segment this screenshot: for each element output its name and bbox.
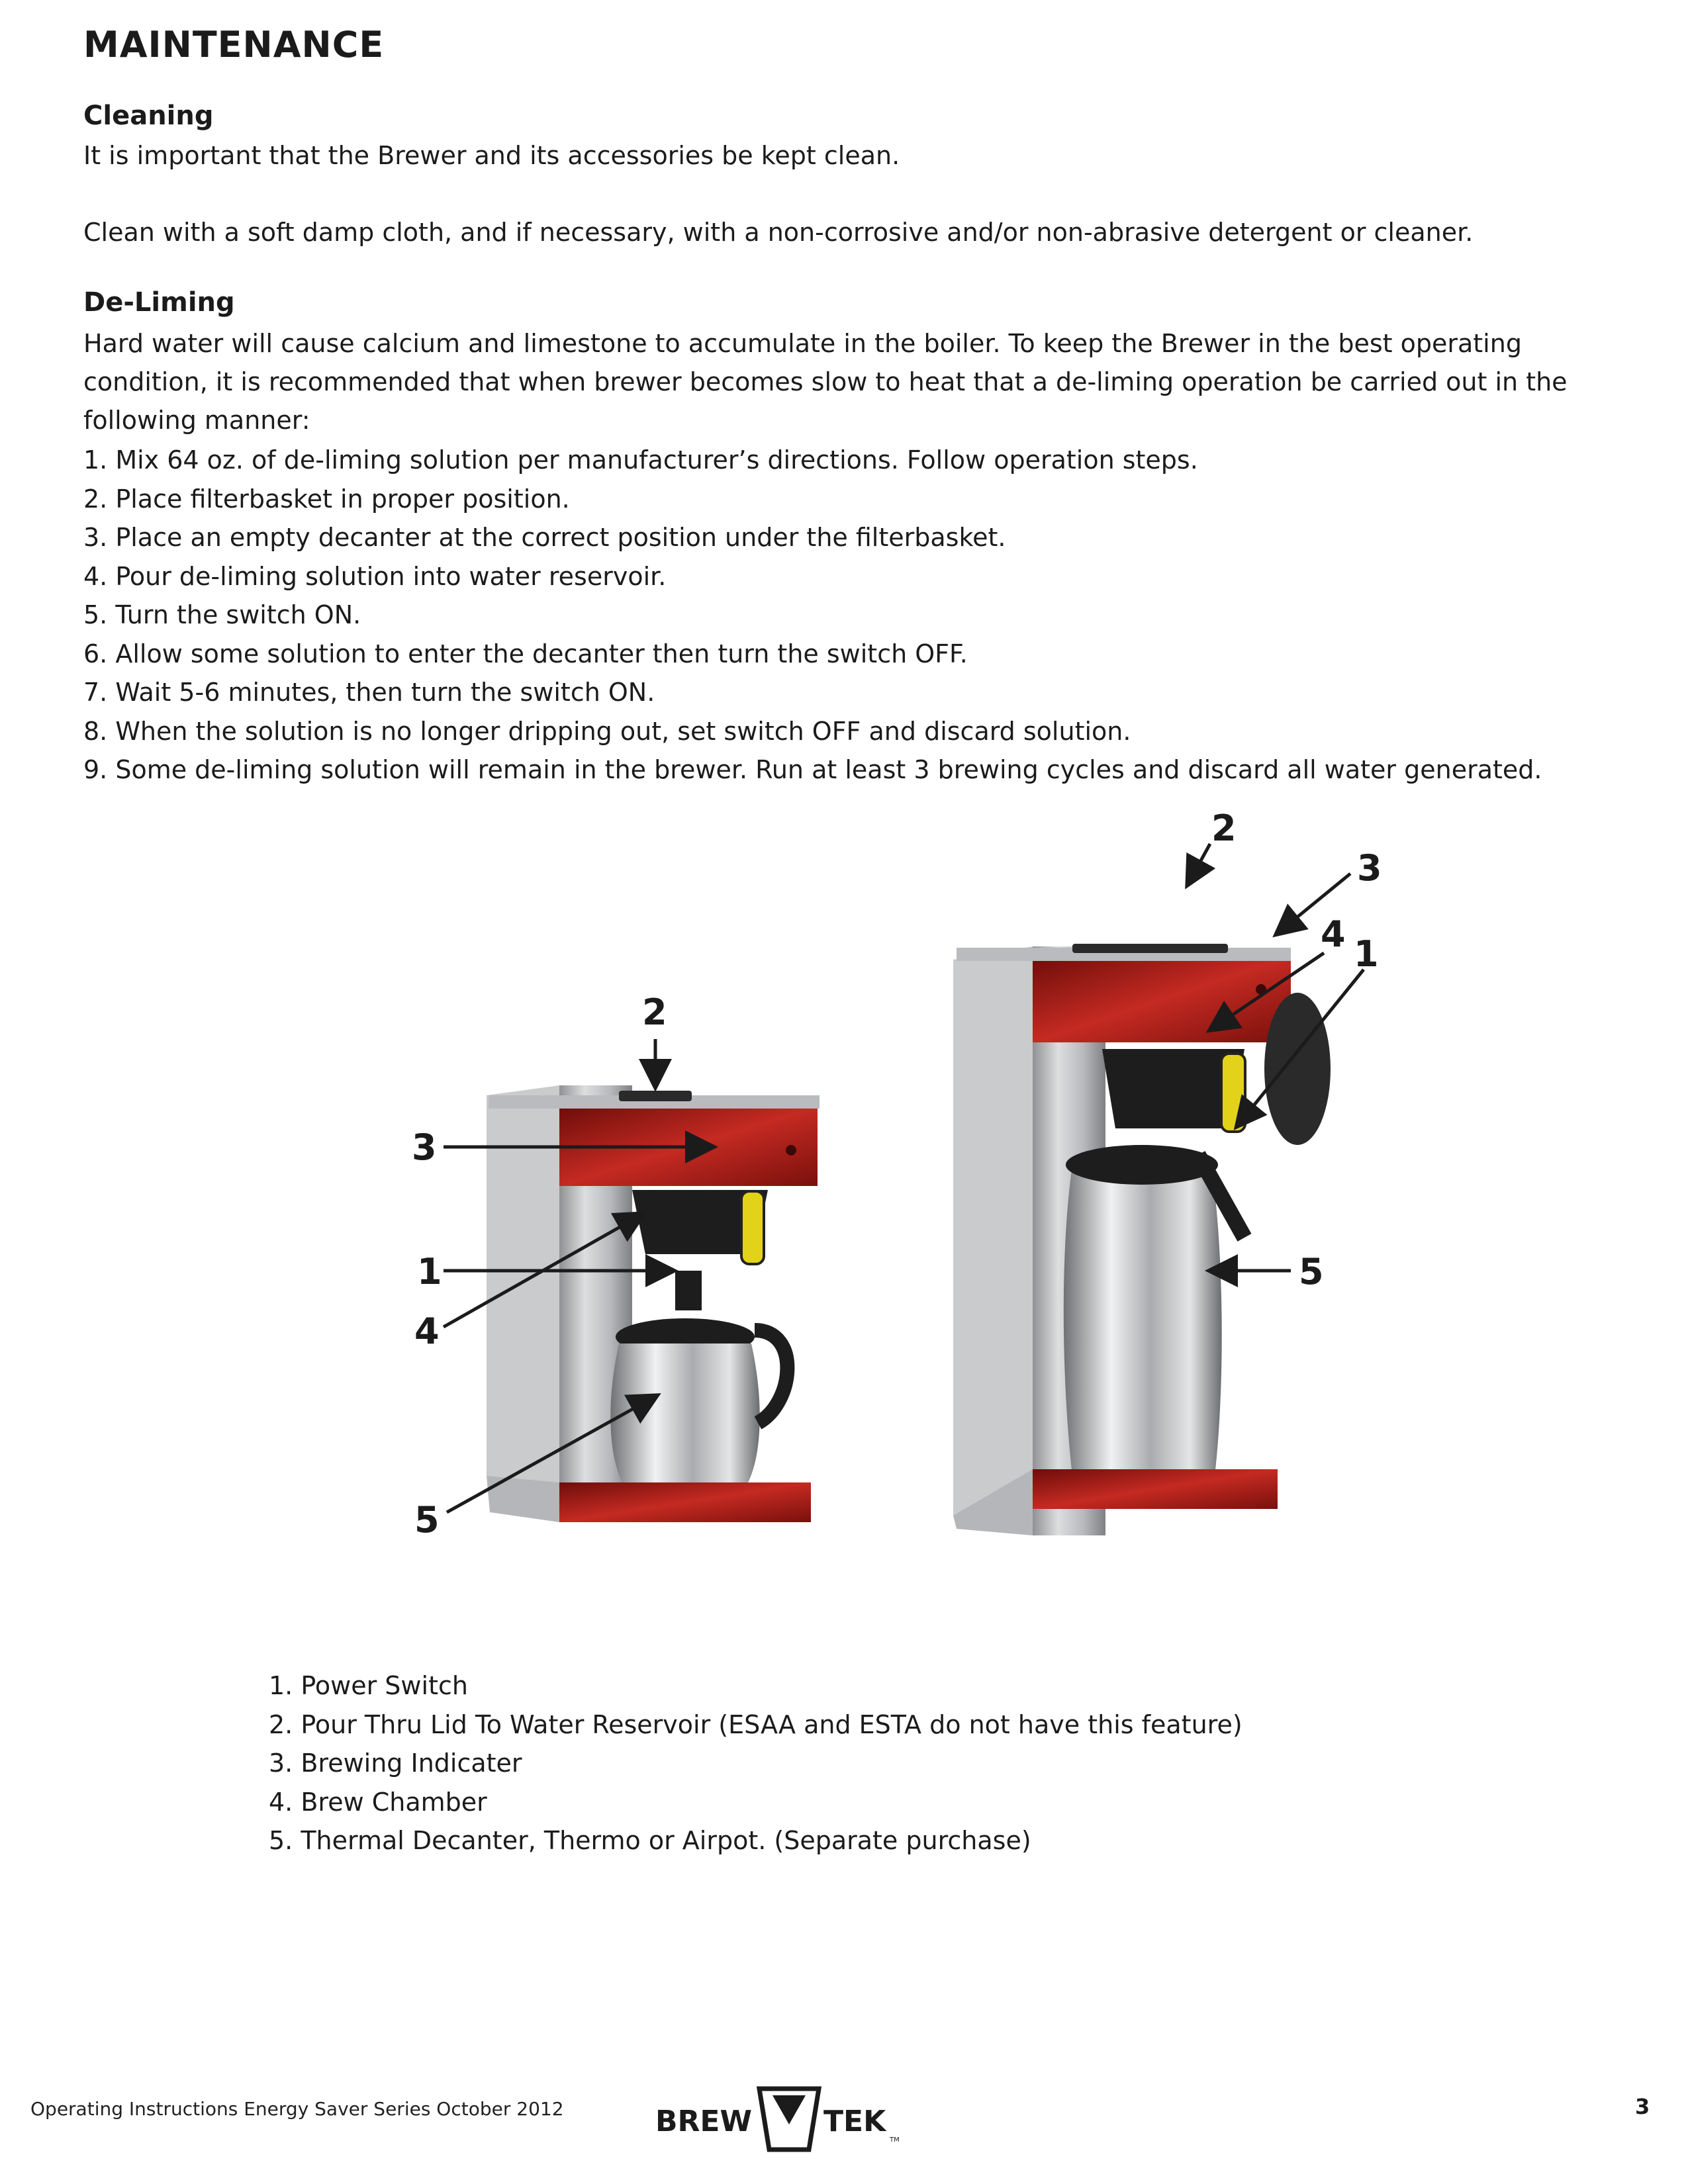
logo-trademark: TM xyxy=(890,2136,900,2144)
deliming-step: 4. Pour de-liming solution into water reservoir. xyxy=(83,561,667,591)
brewer-right-lid-icon xyxy=(1072,944,1228,953)
callout-3-left: 3 xyxy=(412,1126,437,1168)
deliming-heading: De-Liming xyxy=(83,287,235,318)
footer-text: Operating Instructions Energy Saver Series October 2012 xyxy=(30,2098,564,2120)
deliming-step: 9. Some de-liming solution will remain in the brewer. Run at least 3 brewing cycles and discard all water generated. xyxy=(83,755,1542,784)
thermal-decanter-icon xyxy=(610,1343,759,1482)
callout-4-right: 4 xyxy=(1321,913,1346,955)
legend-item: 1. Power Switch xyxy=(269,1671,468,1700)
brewer-right-open-lid-icon xyxy=(1264,993,1331,1145)
legend-item: 2. Pour Thru Lid To Water Reservoir (ESAA and ESTA do not have this feature) xyxy=(269,1709,1243,1739)
callout-1-right: 1 xyxy=(1354,933,1379,975)
parts-legend xyxy=(269,1666,1243,1860)
brew-tek-logo xyxy=(650,2083,908,2156)
legend-item: 3. Brewing Indicater xyxy=(269,1749,522,1778)
cleaning-paragraph-1: It is important that the Brewer and its accessories be kept clean. xyxy=(83,141,900,170)
deliming-step: 3. Place an empty decanter at the correct position under the filterbasket. xyxy=(83,523,1006,552)
legend-item: 4. Brew Chamber xyxy=(269,1787,487,1817)
brewer-left xyxy=(487,1085,820,1522)
deliming-intro: Hard water will cause calcium and limestone to accumulate in the boiler. To keep the Brewer in the best operating condition, it is recommended that when brewer becomes slow to heat that a de-liming operation be carried out in the following manner: xyxy=(83,329,1568,435)
power-switch-icon xyxy=(675,1271,702,1310)
cleaning-heading: Cleaning xyxy=(83,101,214,131)
logo-drip-icon xyxy=(773,2095,806,2124)
deliming-step: 7. Wait 5-6 minutes, then turn the switch ON. xyxy=(83,678,655,707)
deliming-steps xyxy=(83,441,1542,790)
callout-3-right: 3 xyxy=(1357,847,1382,889)
callout-2-right: 2 xyxy=(1211,807,1237,849)
callout-1-left: 1 xyxy=(417,1251,442,1293)
brewer-left-base xyxy=(559,1482,811,1522)
brewer-right xyxy=(953,944,1331,1535)
brewing-indicator-icon xyxy=(786,1145,796,1156)
brewer-right-head-panel xyxy=(1033,956,1291,1042)
callout-4-left: 4 xyxy=(414,1310,440,1352)
cleaning-paragraph-2: Clean with a soft damp cloth, and if necessary, with a non-corrosive and/or non-abrasive detergent or cleaner. xyxy=(83,218,1474,247)
brewer-figure xyxy=(0,794,1688,1575)
logo-text-left: BREW xyxy=(655,2105,753,2138)
brewer-right-side xyxy=(953,946,1033,1535)
deliming-step: 6. Allow some solution to enter the decanter then turn the switch OFF. xyxy=(83,639,968,668)
callout-arrow-2-right xyxy=(1188,844,1210,884)
brewer-right-base xyxy=(1033,1469,1278,1509)
airpot-icon xyxy=(1064,1165,1222,1476)
deliming-step: 8. When the solution is no longer dripping out, set switch OFF and discard solution. xyxy=(83,716,1131,746)
legend-item: 5. Thermal Decanter, Thermo or Airpot. (Separate purchase) xyxy=(269,1826,1031,1855)
callout-5-right: 5 xyxy=(1299,1251,1324,1293)
deliming-step: 1. Mix 64 oz. of de-liming solution per manufacturer’s directions. Follow operation steps. xyxy=(83,445,1198,475)
page-number: 3 xyxy=(1635,2094,1650,2119)
pour-thru-lid-icon xyxy=(619,1091,692,1101)
filter-handle-icon xyxy=(741,1191,764,1264)
callout-5-left: 5 xyxy=(414,1499,440,1541)
page-title: MAINTENANCE xyxy=(83,24,385,66)
logo-text-right: TEK xyxy=(823,2105,886,2138)
callout-2-left: 2 xyxy=(642,991,667,1033)
deliming-step: 5. Turn the switch ON. xyxy=(83,600,361,629)
deliming-step: 2. Place filterbasket in proper position. xyxy=(83,484,570,514)
